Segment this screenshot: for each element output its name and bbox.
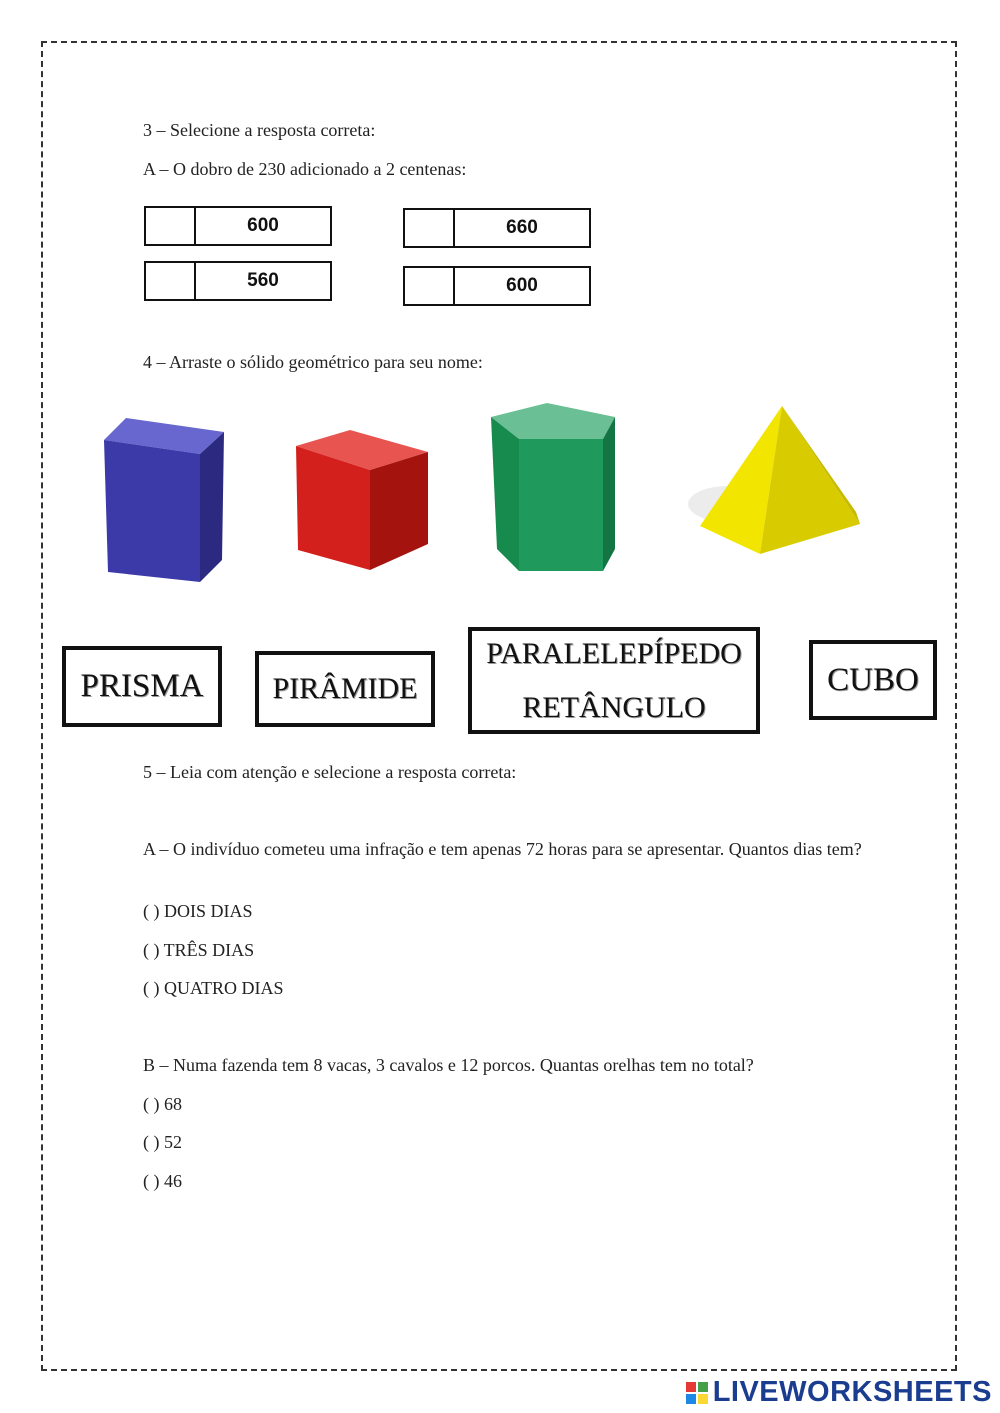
label-paralelepipedo-retangulo[interactable] xyxy=(468,627,760,734)
label-text-line1: PARALELEPÍPEDO xyxy=(486,636,742,670)
answer-option-1[interactable] xyxy=(144,206,332,246)
q5b-question: B – Numa fazenda tem 8 vacas, 3 cavalos e 12 porcos. Quantas orelhas tem no total? xyxy=(143,1055,754,1075)
q5b-option-2[interactable]: ( ) 52 xyxy=(143,1132,182,1152)
label-text: CUBO xyxy=(827,661,919,698)
q5a-option-1[interactable]: ( ) DOIS DIAS xyxy=(143,901,253,921)
answer-value: 560 xyxy=(247,270,279,291)
answer-checkbox[interactable] xyxy=(146,208,196,244)
red-cube-image[interactable] xyxy=(290,426,436,574)
q3-subtitle: A – O dobro de 230 adicionado a 2 centenas: xyxy=(143,159,467,179)
q5a-option-3[interactable]: ( ) QUATRO DIAS xyxy=(143,978,284,998)
label-text: PRISMA xyxy=(80,668,204,704)
logo-square xyxy=(686,1394,696,1404)
logo-square xyxy=(698,1394,708,1404)
yellow-pyramid-image[interactable] xyxy=(678,402,864,558)
logo-squares-icon xyxy=(686,1382,708,1404)
label-piramide[interactable] xyxy=(255,651,435,727)
logo-text: LIVEWORKSHEETS xyxy=(712,1376,992,1408)
answer-checkbox[interactable] xyxy=(405,210,455,246)
answer-value: 660 xyxy=(506,217,538,238)
label-text: PIRÂMIDE xyxy=(272,672,418,705)
q3-title: 3 – Selecione a resposta correta: xyxy=(143,120,376,140)
answer-option-2[interactable] xyxy=(144,261,332,301)
q5a-option-2[interactable]: ( ) TRÊS DIAS xyxy=(143,940,255,960)
answer-value: 600 xyxy=(506,275,538,296)
label-cubo[interactable] xyxy=(809,640,937,720)
q5a-question: A – O indivíduo cometeu uma infração e tem apenas 72 horas para se apresentar. Quantos dias tem? xyxy=(143,839,862,859)
q5-title: 5 – Leia com atenção e selecione a resposta correta: xyxy=(143,762,517,782)
answer-option-3[interactable] xyxy=(403,208,591,248)
answer-checkbox[interactable] xyxy=(405,268,455,304)
q4-title: 4 – Arraste o sólido geométrico para seu nome: xyxy=(143,352,483,372)
answer-checkbox[interactable] xyxy=(146,263,196,299)
logo-square xyxy=(686,1382,696,1392)
q5b-option-1[interactable]: ( ) 68 xyxy=(143,1094,182,1114)
answer-option-4[interactable] xyxy=(403,266,591,306)
label-text-line2: RETÂNGULO xyxy=(522,690,706,724)
label-prisma[interactable] xyxy=(62,646,222,727)
liveworksheets-logo[interactable] xyxy=(686,1376,992,1409)
answer-value: 600 xyxy=(247,215,279,236)
green-pentagonal-prism-image[interactable] xyxy=(485,399,623,579)
blue-rectangular-prism-image[interactable] xyxy=(96,414,236,586)
logo-square xyxy=(698,1382,708,1392)
q5b-option-3[interactable]: ( ) 46 xyxy=(143,1171,182,1191)
